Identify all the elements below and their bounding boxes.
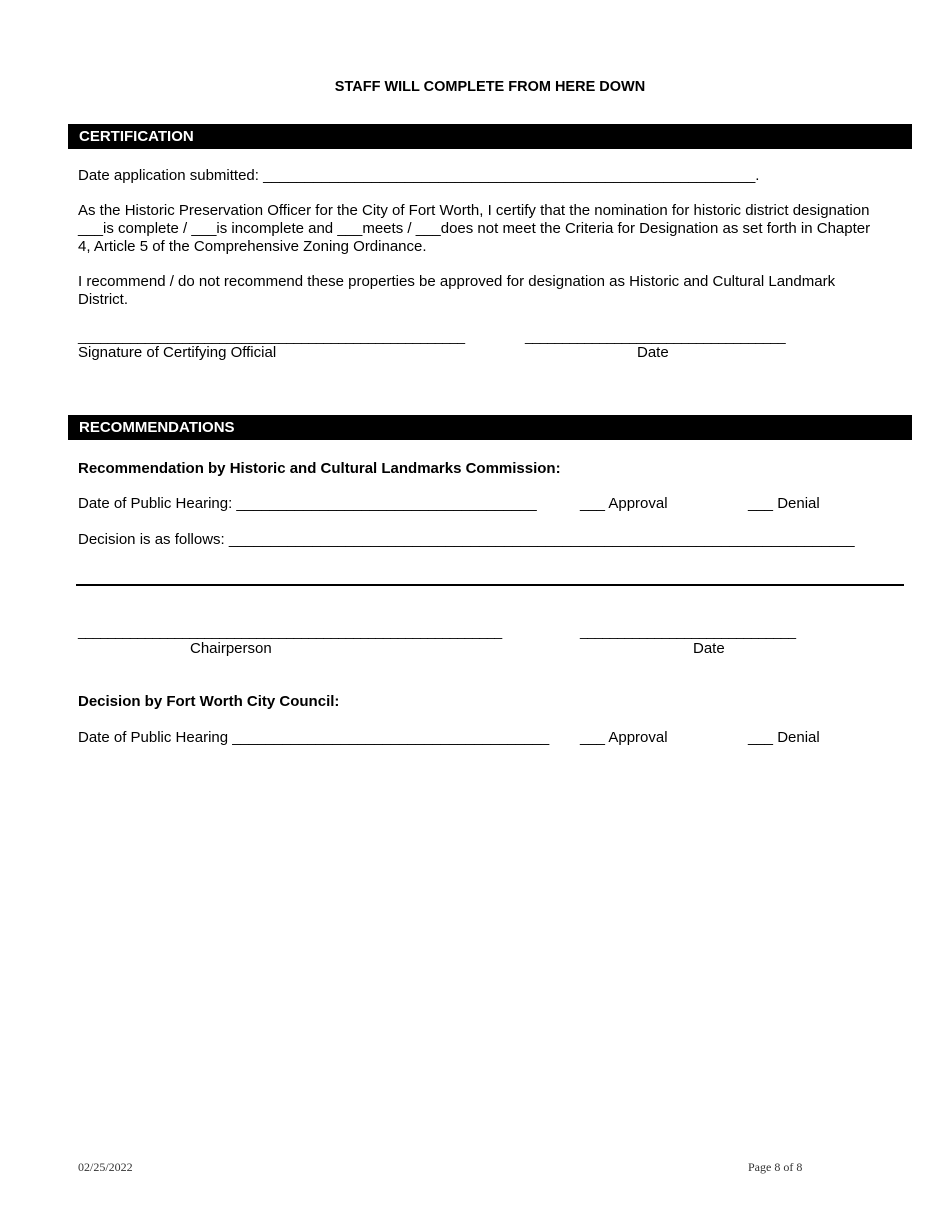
recommend-statement-line-2: District. — [78, 291, 128, 308]
commission-public-hearing-date-field[interactable]: Date of Public Hearing: ____________________________________ — [78, 495, 537, 512]
council-denial-option[interactable]: ___ Denial — [748, 729, 820, 746]
chairperson-signature-line[interactable]: _________________________________________________________ — [78, 623, 502, 639]
commission-approval-option[interactable]: ___ Approval — [580, 495, 668, 512]
date-application-submitted-field[interactable]: Date application submitted: ___________________________________________________________. — [78, 167, 760, 184]
certification-date-label: Date — [637, 344, 669, 361]
chairperson-date-line[interactable]: _____________________________ — [580, 623, 796, 639]
certification-statement-line-3: 4, Article 5 of the Comprehensive Zoning Ordinance. — [78, 238, 427, 255]
chairperson-date-label: Date — [693, 640, 725, 657]
certification-statement-line-1: As the Historic Preservation Officer for the City of Fort Worth, I certify that the nomination for historic district designation — [78, 202, 870, 219]
commission-denial-option[interactable]: ___ Denial — [748, 495, 820, 512]
council-public-hearing-date-field[interactable]: Date of Public Hearing ______________________________________ — [78, 729, 550, 746]
decision-as-follows-field[interactable]: Decision is as follows: ___________________________________________________________________________ — [78, 531, 855, 548]
recommendations-section-header: RECOMMENDATIONS — [68, 415, 912, 440]
city-council-decision-heading: Decision by Fort Worth City Council: — [78, 693, 340, 710]
council-approval-option[interactable]: ___ Approval — [580, 729, 668, 746]
certifying-signature-line[interactable]: ____________________________________________________ — [78, 328, 465, 344]
certification-section-header: CERTIFICATION — [68, 124, 912, 149]
footer-page-number: Page 8 of 8 — [748, 1160, 803, 1174]
signature-of-certifying-official-label: Signature of Certifying Official — [78, 344, 277, 361]
recommend-statement-line-1[interactable]: I recommend / do not recommend these properties be approved for designation as Historic and Cultural Landmark — [78, 273, 836, 290]
commission-recommendation-heading: Recommendation by Historic and Cultural Landmarks Commission: — [78, 460, 561, 477]
page-heading: STAFF WILL COMPLETE FROM HERE DOWN — [334, 79, 646, 95]
chairperson-label: Chairperson — [190, 640, 272, 657]
certifying-date-line[interactable]: ___________________________________ — [525, 328, 786, 344]
footer-date: 02/25/2022 — [78, 1160, 133, 1174]
decision-continuation-line[interactable] — [76, 584, 904, 586]
certification-statement-line-2[interactable]: ___is complete / ___is incomplete and ___meets / ___does not meet the Criteria for Designation as set forth in Chapter — [78, 220, 871, 237]
